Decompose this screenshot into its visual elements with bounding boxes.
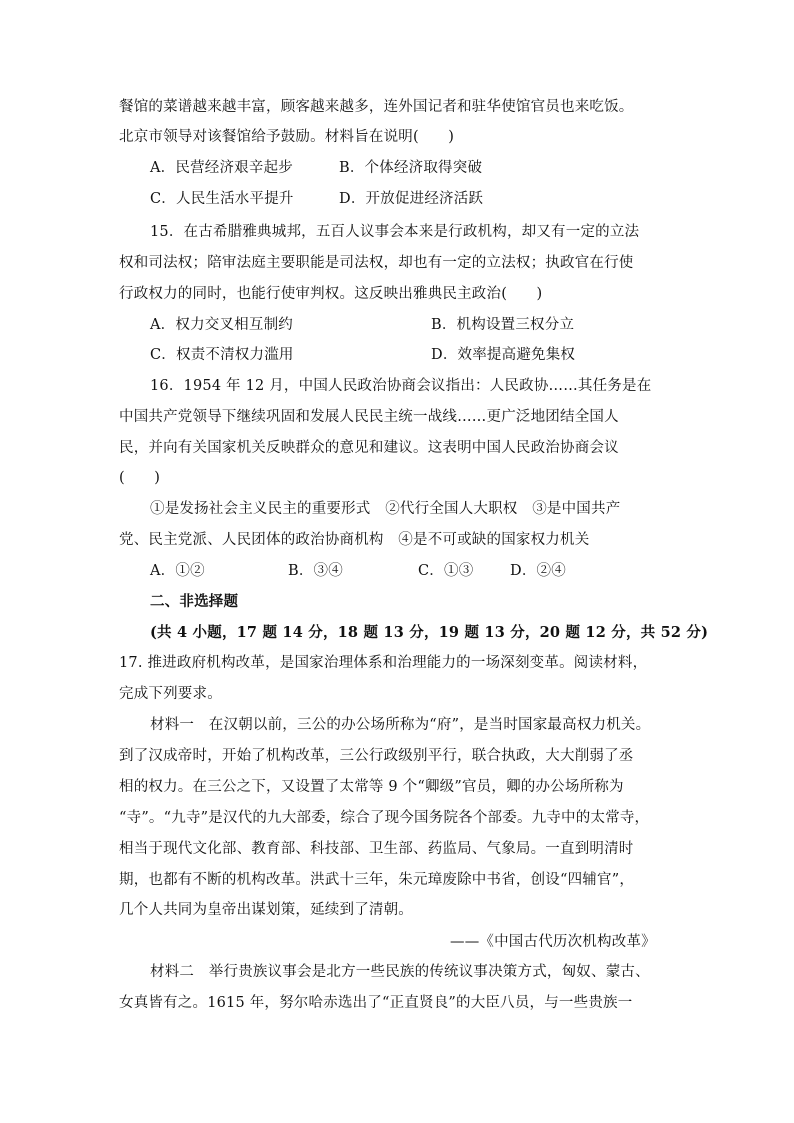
material-1-source: ——《中国古代历次机构改革》 (450, 934, 656, 950)
material-1-line-7: 几个人共同为皇帝出谋划策，延续到了清朝。 (119, 902, 413, 918)
q16-option-b: B．③④ (288, 563, 343, 579)
q15-option-b: B．机构设置三权分立 (431, 317, 575, 333)
q15-option-c: C．权责不清权力滥用 (150, 347, 294, 363)
material-1-line-2: 到了汉成帝时，开始了机构改革，三公行政级别平行，联合执政，大大削弱了丞 (119, 748, 634, 764)
section-heading: 二、非选择题 (150, 593, 239, 610)
q15-text-line-3: 行政权力的同时，也能行使审判权。这反映出雅典民主政治( ) (119, 286, 543, 302)
q16-option-d: D．②④ (510, 563, 566, 579)
q14-option-b: B．个体经济取得突破 (339, 160, 483, 176)
material-1-line-1: 材料一 在汉朝以前，三公的办公场所称为“府”，是当时国家最高权力机关。 (150, 717, 651, 733)
q15-text-line-2: 权和司法权；陪审法庭主要职能是司法权，却也有一定的立法权；执政官在行使 (119, 255, 634, 271)
q16-text-line-4: ( ) (119, 470, 161, 486)
q14-option-a: A．民营经济艰辛起步 (150, 160, 293, 176)
q16-text-line-3: 民，并向有关国家机关反映群众的意见和建议。这表明中国人民政治协商会议 (119, 440, 619, 456)
q16-text-line-1: 16．1954 年 12 月，中国人民政治协商会议指出：人民政协……其任务是在 (150, 378, 652, 394)
q15-option-d: D．效率提高避免集权 (431, 347, 576, 363)
material-1-line-5: 相当于现代文化部、教育部、科技部、卫生部、药监局、气象局。一直到明清时 (119, 841, 634, 857)
q14-text-line-1: 餐馆的菜谱越来越丰富，顾客越来越多，连外国记者和驻华使馆官员也来吃饭。 (119, 99, 634, 115)
q14-text-line-2: 北京市领导对该餐馆给予鼓励。材料旨在说明( ) (119, 129, 455, 145)
q14-option-c: C．人民生活水平提升 (150, 191, 294, 207)
material-1-line-4: “寺”。“九寺”是汉代的九大部委，综合了现今国务院各个部委。九寺中的太常寺， (119, 810, 650, 826)
q16-text-line-2: 中国共产党领导下继续巩固和发展人民民主统一战线……更广泛地团结全国人 (119, 409, 619, 425)
section-score-note: (共 4 小题，17 题 14 分，18 题 13 分，19 题 13 分，20 题 12 分，共 52 分) (150, 624, 709, 641)
material-2-line-2: 女真皆有之。1615 年，努尔哈赤选出了“正直贤良”的大臣八员，与一些贵族一 (119, 995, 633, 1011)
q17-text-line-1: 17. 推进政府机构改革，是国家治理体系和治理能力的一场深刻变革。阅读材料， (119, 655, 648, 671)
material-2-line-1: 材料二 举行贵族议事会是北方一些民族的传统议事决策方式，匈奴、蒙古、 (150, 964, 650, 980)
q16-statements-line-1: ①是发扬社会主义民主的重要形式 ②代行全国人大职权 ③是中国共产 (150, 501, 621, 517)
material-1-line-6: 期，也都有不断的机构改革。洪武十三年，朱元璋废除中书省，创设“四辅官”， (119, 872, 635, 888)
q15-option-a: A．权力交叉相互制约 (150, 317, 293, 333)
q16-statements-line-2: 党、民主党派、人民团体的政治协商机构 ④是不可或缺的国家权力机关 (119, 532, 590, 548)
q14-option-d: D．开放促进经济活跃 (339, 191, 484, 207)
q17-text-line-2: 完成下列要求。 (119, 686, 222, 702)
q16-option-c: C．①③ (418, 563, 474, 579)
material-1-line-3: 相的权力。在三公之下，又设置了太常等 9 个“卿级”官员，卿的办公场所称为 (119, 779, 624, 795)
q15-text-line-1: 15．在古希腊雅典城邦，五百人议事会本来是行政机构，却又有一定的立法 (150, 224, 640, 240)
q16-option-a: A．①② (150, 563, 205, 579)
